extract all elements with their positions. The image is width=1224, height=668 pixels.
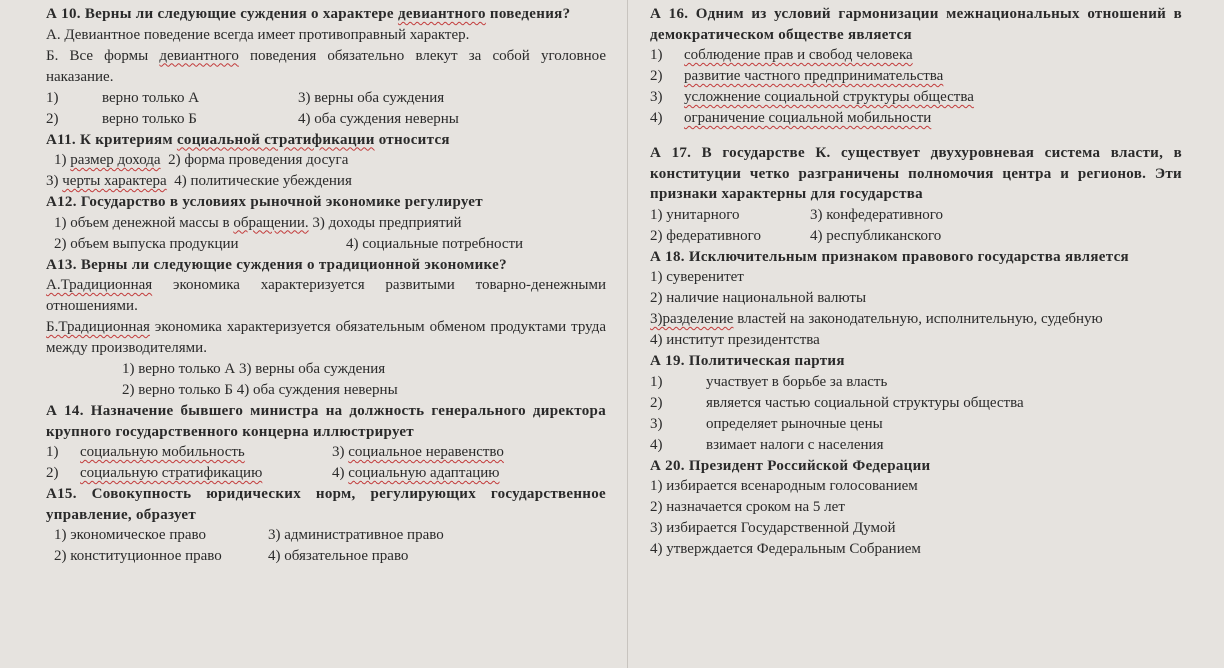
option-item: 2) назначается сроком на 5 лет <box>650 499 845 515</box>
options-row: 1) верно только А 3) верны оба суждения <box>46 89 445 106</box>
option-item: 3) определяет рыночные цены <box>650 415 883 432</box>
question-a10 <box>46 4 606 130</box>
statement-a: А.Традиционная экономика характеризуется развитыми товарно-денежными отношениями. <box>46 277 606 314</box>
question-title: А13. Верны ли следующие суждения о традиционной экономике? <box>46 256 507 273</box>
option-item: 1) участвует в борьбе за власть <box>650 373 888 390</box>
statement-a: А. Девиантное поведение всегда имеет противоправный характер. <box>46 26 470 43</box>
right-column <box>650 4 1182 560</box>
option-item: 2) наличие национальной валюты <box>650 290 867 306</box>
question-a20 <box>650 456 1182 561</box>
option-item: 4) ограничение социальной мобильности <box>650 110 932 126</box>
options-row: 2) верно только Б 4) оба суждения неверны <box>122 382 398 398</box>
statement-b: Б. Все формы девиантного поведения обязательно влекут за собой уголовное наказание. <box>46 47 606 85</box>
question-title: А15. Совокупность юридических норм, регулирующих государственное управление, образует <box>46 486 606 523</box>
options-row: 2) социальную стратификацию 4) социальную адаптацию <box>46 465 500 481</box>
option-item: 4) институт президентства <box>650 332 820 348</box>
left-column <box>46 4 606 567</box>
question-a17 <box>650 143 1182 247</box>
question-title: А 20. Президент Российской Федерации <box>650 457 931 474</box>
spacer <box>650 129 1182 143</box>
question-a16 <box>650 4 1182 129</box>
option-item: 3)разделение властей на законодательную, исполнительную, судебную <box>650 311 1103 327</box>
statement-b: Б.Традиционная экономика характеризуется обязательным обменом продуктами труда между производителями. <box>46 319 606 356</box>
question-a19 <box>650 351 1182 456</box>
question-a15 <box>46 484 606 567</box>
option-item: 3) избирается Государственной Думой <box>650 520 896 536</box>
options-row: 2) конституционное право 4) обязательное право <box>54 548 409 564</box>
options-row: 1) объем денежной массы в обращении. 3) доходы предприятий <box>54 214 462 231</box>
question-title: А 14. Назначение бывшего министра на должность генерального директора крупного государственного концерна иллюстрирует <box>46 403 606 440</box>
question-a18 <box>650 247 1182 352</box>
options-row: 2) верно только Б 4) оба суждения неверны <box>46 110 459 127</box>
question-a12 <box>46 192 606 255</box>
option-item: 4) взимает налоги с населения <box>650 436 884 453</box>
options-row: 3) черты характера 4) политические убеждения <box>46 173 352 189</box>
question-title: А 17. В государстве К. существует двухуровневая система власти, в конституции четко разграничены полномочия центра и регионов. Эти признаки характерны для государства <box>650 145 1182 202</box>
column-divider <box>627 0 628 668</box>
question-title: А11. К критериям социальной стратификации относится <box>46 131 450 148</box>
options-row: 1) социальную мобильность 3) социальное неравенство <box>46 444 504 460</box>
options-row: 2) объем выпуска продукции 4) социальные потребности <box>54 235 524 252</box>
question-title: А12. Государство в условиях рыночной экономике регулирует <box>46 194 483 210</box>
options-row: 2) федеративного 4) республиканского <box>650 227 942 244</box>
question-a11 <box>46 130 606 193</box>
option-item: 2) развитие частного предпринимательства <box>650 68 944 84</box>
question-title: А 10. Верны ли следующие суждения о характере девиантного поведения? <box>46 6 571 22</box>
options-row: 1) размер дохода 2) форма проведения досуга <box>54 152 349 168</box>
option-item: 1) соблюдение прав и свобод человека <box>650 47 913 63</box>
question-title: А 18. Исключительным признаком правового государства является <box>650 248 1129 265</box>
question-title: А 19. Политическая партия <box>650 353 845 369</box>
option-item: 1) суверенитет <box>650 269 744 285</box>
question-a14 <box>46 401 606 484</box>
options-row: 1) экономическое право 3) административное право <box>54 527 444 543</box>
option-item: 4) утверждается Федеральным Собранием <box>650 541 921 557</box>
option-item: 2) является частью социальной структуры общества <box>650 394 1024 411</box>
question-a13 <box>46 255 606 402</box>
option-item: 3) усложнение социальной структуры общества <box>650 89 974 105</box>
option-item: 1) избирается всенародным голосованием <box>650 478 918 494</box>
question-title: А 16. Одним из условий гармонизации межнациональных отношений в демократическом обществе является <box>650 6 1182 43</box>
options-row: 1) унитарного 3) конфедеративного <box>650 206 944 223</box>
options-row: 1) верно только А 3) верны оба суждения <box>122 361 386 377</box>
